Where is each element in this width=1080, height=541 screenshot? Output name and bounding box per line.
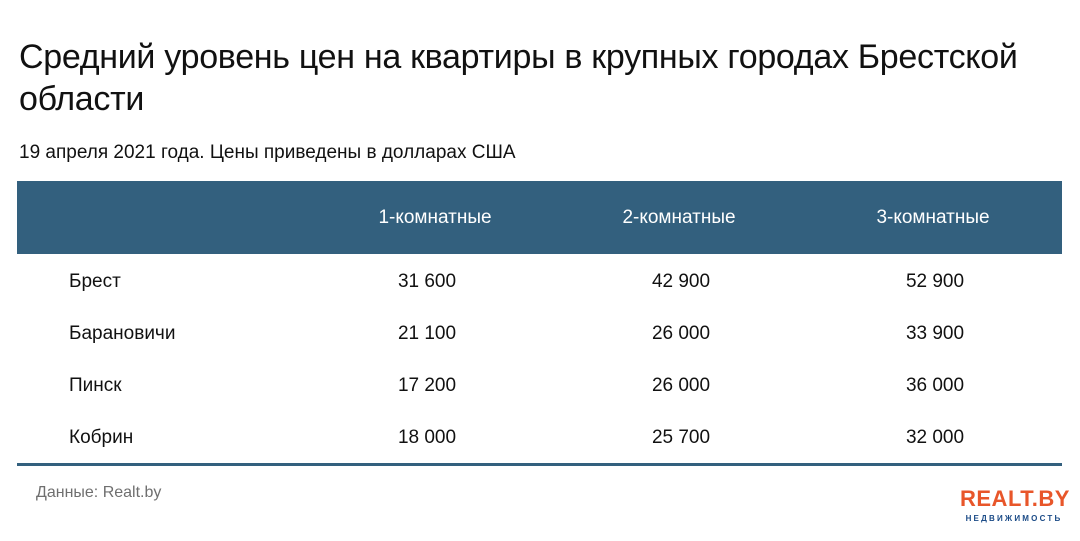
row-city-label: Брест — [69, 271, 121, 292]
cell-value: 26 000 — [651, 375, 711, 396]
column-header-2-room: 2-комнатные — [622, 207, 736, 228]
cell-value: 36 000 — [905, 375, 965, 396]
table-row — [17, 256, 1062, 308]
cell-value: 26 000 — [651, 323, 711, 344]
column-header-3-room: 3-комнатные — [876, 207, 990, 228]
cell-value: 17 200 — [397, 375, 457, 396]
row-city-label: Кобрин — [69, 427, 134, 448]
cell-value: 31 600 — [397, 271, 457, 292]
cell-value: 25 700 — [651, 427, 711, 448]
cell-value: 52 900 — [905, 271, 965, 292]
table-row — [17, 412, 1062, 464]
row-city-label: Барановичи — [69, 323, 176, 344]
data-source-note: Данные: Realt.by — [36, 484, 162, 501]
realt-logo — [960, 487, 1068, 524]
table-row — [17, 308, 1062, 360]
column-header-1-room: 1-комнатные — [378, 207, 492, 228]
logo-tagline: НЕДВИЖИМОСТЬ — [965, 514, 1063, 523]
cell-value: 18 000 — [397, 427, 457, 448]
cell-value: 33 900 — [905, 323, 965, 344]
logo-wordmark: REALT.BY — [960, 486, 1070, 511]
cell-value: 42 900 — [651, 271, 711, 292]
table-header — [17, 181, 1062, 254]
chart-subtitle: 19 апреля 2021 года. Цены приведены в долларах США — [19, 142, 516, 163]
price-table — [17, 181, 1062, 467]
cell-value: 32 000 — [905, 427, 965, 448]
row-city-label: Пинск — [69, 375, 122, 396]
table-bottom-rule — [17, 463, 1062, 466]
chart-title: Средний уровень цен на квартиры в крупных городах Брестской области — [19, 38, 1018, 118]
table-row — [17, 360, 1062, 412]
cell-value: 21 100 — [397, 323, 457, 344]
